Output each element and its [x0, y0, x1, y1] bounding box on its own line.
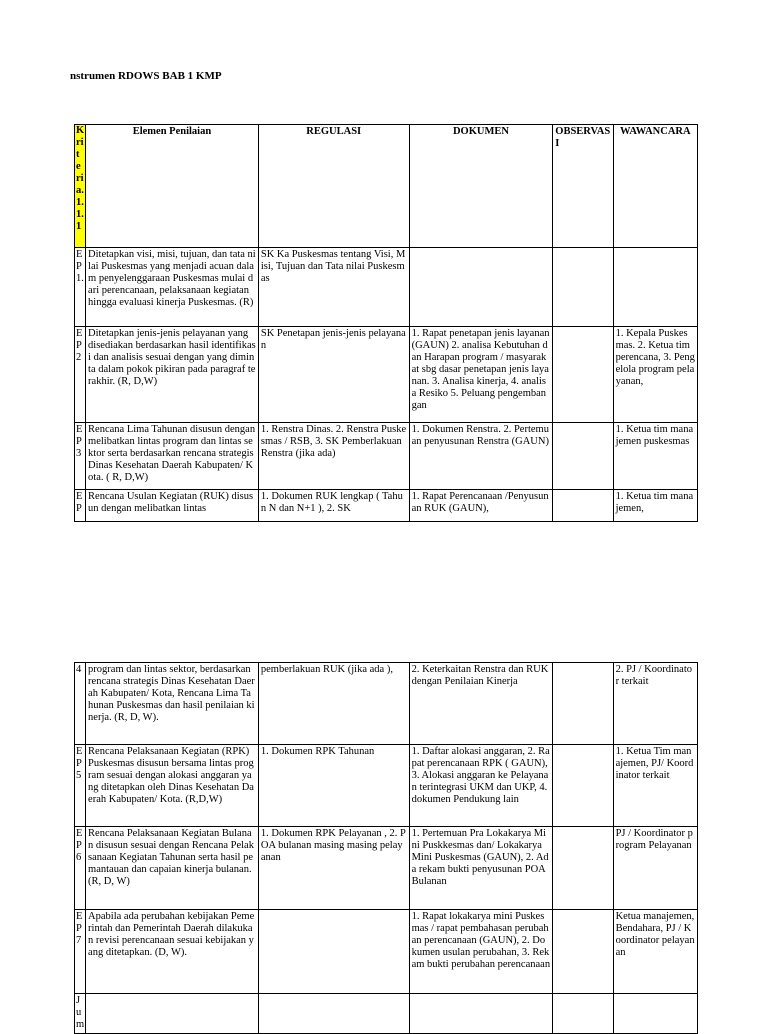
- dokumen-cell: 1. Rapat penetapan jenis layanan(GAUN) 2. analisa Kebutuhan dan Harapan program / masyarakat sbg dasar penetapan jenis layanan. 3. Analisa kinerja, 4. analisa Resiko 5. Peluang pengembangan: [409, 327, 553, 423]
- table-header-row: [75, 125, 698, 248]
- observasi-cell: [553, 248, 613, 327]
- elemen-cell: Rencana Lima Tahunan disusun dengan melibatkan lintas program dan lintas sektor serta berdasarkan rencana strategis Dinas Kesehatan Daerah Kabupaten/ Kota. ( R, D,W): [86, 423, 259, 490]
- wawancara-cell: [613, 994, 697, 1034]
- table-row: [75, 994, 698, 1034]
- document-title: nstrumen RDOWS BAB 1 KMP: [70, 70, 222, 82]
- table-row: [75, 423, 698, 490]
- observasi-cell: [553, 663, 613, 745]
- ep-cell: EP 6: [75, 827, 86, 910]
- elemen-cell: Ditetapkan visi, misi, tujuan, dan tata nilai Puskesmas yang menjadi acuan dalam penyelenggaraan Puskesmas mulai dari perencanaan, pelaksanaan kegiatan hingga evaluasi kinerja Puskesmas. (R): [86, 248, 259, 327]
- regulasi-cell: 1. Renstra Dinas. 2. Renstra Puskesmas / RSB, 3. SK Pemberlakuan Renstra (jika ada): [258, 423, 409, 490]
- regulasi-cell: 1. Dokumen RPK Pelayanan , 2. POA bulanan masing masing pelayanan: [258, 827, 409, 910]
- ep-cell: 4: [75, 663, 86, 745]
- elemen-cell: Rencana Pelaksanaan Kegiatan (RPK) Puskesmas disusun bersama lintas program sesuai dengan alokasi anggaran yang ditetapkan oleh Dinas Kesehatan Daerah Kabupaten/ Kota. (R,D,W): [86, 745, 259, 827]
- dokumen-cell: [409, 248, 553, 327]
- elemen-header: Elemen Penilaian: [86, 125, 259, 248]
- ep-cell: EP 3: [75, 423, 86, 490]
- dokumen-cell: 1. Daftar alokasi anggaran, 2. Rapat perencanaan RPK ( GAUN), 3. Alokasi anggaran ke Pelayanan terintegrasi UKM dan UKP, 4. dokumen Pendukung lain: [409, 745, 553, 827]
- wawancara-cell: [613, 248, 697, 327]
- assessment-table-top: [74, 124, 698, 522]
- table-row: [75, 827, 698, 910]
- observasi-cell: [553, 827, 613, 910]
- ep-cell: EP 2: [75, 327, 86, 423]
- observasi-cell: [553, 490, 613, 522]
- ep-cell: EP 7: [75, 910, 86, 994]
- table-row: [75, 490, 698, 522]
- elemen-cell: Rencana Pelaksanaan Kegiatan Bulanan disusun sesuai dengan Rencana Pelaksanaan Kegiatan Tahunan serta hasil pemantauan dan capaian kinerja bulanan. (R, D, W): [86, 827, 259, 910]
- ep-cell: EP 5: [75, 745, 86, 827]
- observasi-cell: [553, 994, 613, 1034]
- ep-cell: EP 1.: [75, 248, 86, 327]
- regulasi-cell: SK Penetapan jenis-jenis pelayanan: [258, 327, 409, 423]
- table-row: [75, 663, 698, 745]
- elemen-cell: Rencana Usulan Kegiatan (RUK) disusun dengan melibatkan lintas: [86, 490, 259, 522]
- dokumen-cell: [409, 994, 553, 1034]
- assessment-table-bottom: [74, 662, 698, 1034]
- elemen-cell: program dan lintas sektor, berdasarkan rencana strategis Dinas Kesehatan Daerah Kabupaten/ Kota, Rencana Lima Tahunan Puskesmas dan hasil penilaian kinerja. (R, D, W).: [86, 663, 259, 745]
- wawancara-cell: Ketua manajemen, Bendahara, PJ / Koordinator pelayanan: [613, 910, 697, 994]
- wawancara-header: WAWANCARA: [613, 125, 697, 248]
- ep-cell: EP: [75, 490, 86, 522]
- ep-cell: Jum: [75, 994, 86, 1034]
- regulasi-cell: [258, 910, 409, 994]
- regulasi-cell: SK Ka Puskesmas tentang Visi, Misi, Tujuan dan Tata nilai Puskesmas: [258, 248, 409, 327]
- table-row: [75, 910, 698, 994]
- observasi-cell: [553, 910, 613, 994]
- wawancara-cell: PJ / Koordinator program Pelayanan: [613, 827, 697, 910]
- observasi-cell: [553, 745, 613, 827]
- observasi-header: OBSERVASI: [553, 125, 613, 248]
- wawancara-cell: 2. PJ / Koordinator terkait: [613, 663, 697, 745]
- table-row: [75, 248, 698, 327]
- elemen-cell: [86, 994, 259, 1034]
- wawancara-cell: 1. Ketua Tim manajemen, PJ/ Koordinator terkait: [613, 745, 697, 827]
- dokumen-cell: 1. Rapat lokakarya mini Puskesmas / rapat pembahasan perubahan perencanaan (GAUN), 2. Dokumen usulan perubahan, 3. Rekam bukti perubahan perencanaan: [409, 910, 553, 994]
- regulasi-cell: pemberlakuan RUK (jika ada ),: [258, 663, 409, 745]
- elemen-cell: Apabila ada perubahan kebijakan Pemerintah dan Pemerintah Daerah dilakukan revisi perencanaan sesuai kebijakan yang ditetapkan. (D, W).: [86, 910, 259, 994]
- dokumen-cell: 2. Keterkaitan Renstra dan RUK dengan Penilaian Kinerja: [409, 663, 553, 745]
- observasi-cell: [553, 327, 613, 423]
- dokumen-cell: 1. Pertemuan Pra Lokakarya Mini Puskkesmas dan/ Lokakarya Mini Puskesmas (GAUN), 2. Ada rekam bukti penyusunan POA Bulanan: [409, 827, 553, 910]
- observasi-cell: [553, 423, 613, 490]
- wawancara-cell: 1. Ketua tim manajemen,: [613, 490, 697, 522]
- criteria-header: Kriteria.1.1.1: [75, 125, 86, 248]
- dokumen-cell: 1. Rapat Perencanaan /Penyusunan RUK (GAUN),: [409, 490, 553, 522]
- table-row: [75, 745, 698, 827]
- wawancara-cell: 1. Ketua tim manajemen puskesmas: [613, 423, 697, 490]
- dokumen-cell: 1. Dokumen Renstra. 2. Pertemuan penyusunan Renstra (GAUN): [409, 423, 553, 490]
- regulasi-cell: 1. Dokumen RPK Tahunan: [258, 745, 409, 827]
- regulasi-header: REGULASI: [258, 125, 409, 248]
- table-row: [75, 327, 698, 423]
- regulasi-cell: 1. Dokumen RUK lengkap ( Tahun N dan N+1 ), 2. SK: [258, 490, 409, 522]
- wawancara-cell: 1. Kepala Puskesmas. 2. Ketua tim perencana, 3. Pengelola program pelayanan,: [613, 327, 697, 423]
- elemen-cell: Ditetapkan jenis-jenis pelayanan yang disediakan berdasarkan hasil identifikasi dan analisis sesuai dengan yang diminta dalam pokok pikiran pada paragraf terakhir. (R, D,W): [86, 327, 259, 423]
- regulasi-cell: [258, 994, 409, 1034]
- dokumen-header: DOKUMEN: [409, 125, 553, 248]
